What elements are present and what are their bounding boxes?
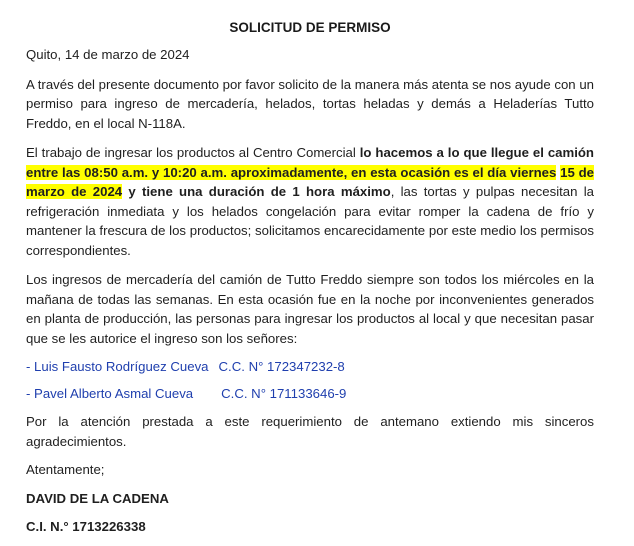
signature-id: C.I. N.° 1713226338 [26, 519, 146, 534]
schedule-highlight-date: 15 de marzo de 2024 [26, 164, 594, 199]
document-title: SOLICITUD DE PERMISO [229, 20, 391, 35]
schedule-bold-duration: y tiene una duración de 1 hora máximo [122, 184, 391, 199]
signature-name: DAVID DE LA CADENA [26, 490, 169, 506]
person-id: C.C. N° 171133646-9 [221, 385, 347, 401]
person-list-item [26, 384, 594, 404]
person-name: - Luis Fausto Rodríguez Cueva [26, 359, 209, 374]
schedule-rest: , las tortas y pulpas necesitan la refrigeración inmediata y los helados congelación para evitar romper la cadena de frío y mantener la frescura de los productos; solicitamos encarecidamente por este medio los permisos correspondientes. [26, 184, 594, 258]
closing-line: Atentamente; [26, 462, 105, 477]
date-line: Quito, 14 de marzo de 2024 [26, 47, 190, 62]
paragraph-schedule [26, 143, 594, 260]
paragraph-request: A través del presente documento por favor solicito de la manera más atenta se nos ayude con un permiso para ingreso de mercadería, helados, tortas heladas y demás a Heladerías Tutto Freddo, en el local N-118A. [26, 76, 594, 131]
paragraph-thanks: Por la atención prestada a este requerimiento de antemano extiendo mis sinceros agradecimientos. [26, 414, 594, 449]
schedule-intro: El trabajo de ingresar los productos al Centro Comercial [26, 145, 360, 160]
person-list-item [26, 357, 594, 377]
paragraph-entries: Los ingresos de mercadería del camión de Tutto Freddo siempre son todos los miércoles en la mañana de todas las semanas. En esta ocasión fue en la noche por inconvenientes generados en planta de producción, las personas para ingresar los productos al local y que necesitan pasar que se les autorice el ingreso son los señores: [26, 272, 594, 346]
schedule-bold-truck: lo hacemos a lo que llegue el camión [359, 145, 594, 160]
person-id: C.C. N° 172347232-8 [218, 359, 345, 374]
document-page [26, 0, 594, 537]
person-name: - Pavel Alberto Asmal Cueva [26, 385, 194, 401]
schedule-highlight-time: entre las 08:50 a.m. y 10:20 a.m. aproximadamente, en esta ocasión es el día viernes [26, 164, 557, 180]
